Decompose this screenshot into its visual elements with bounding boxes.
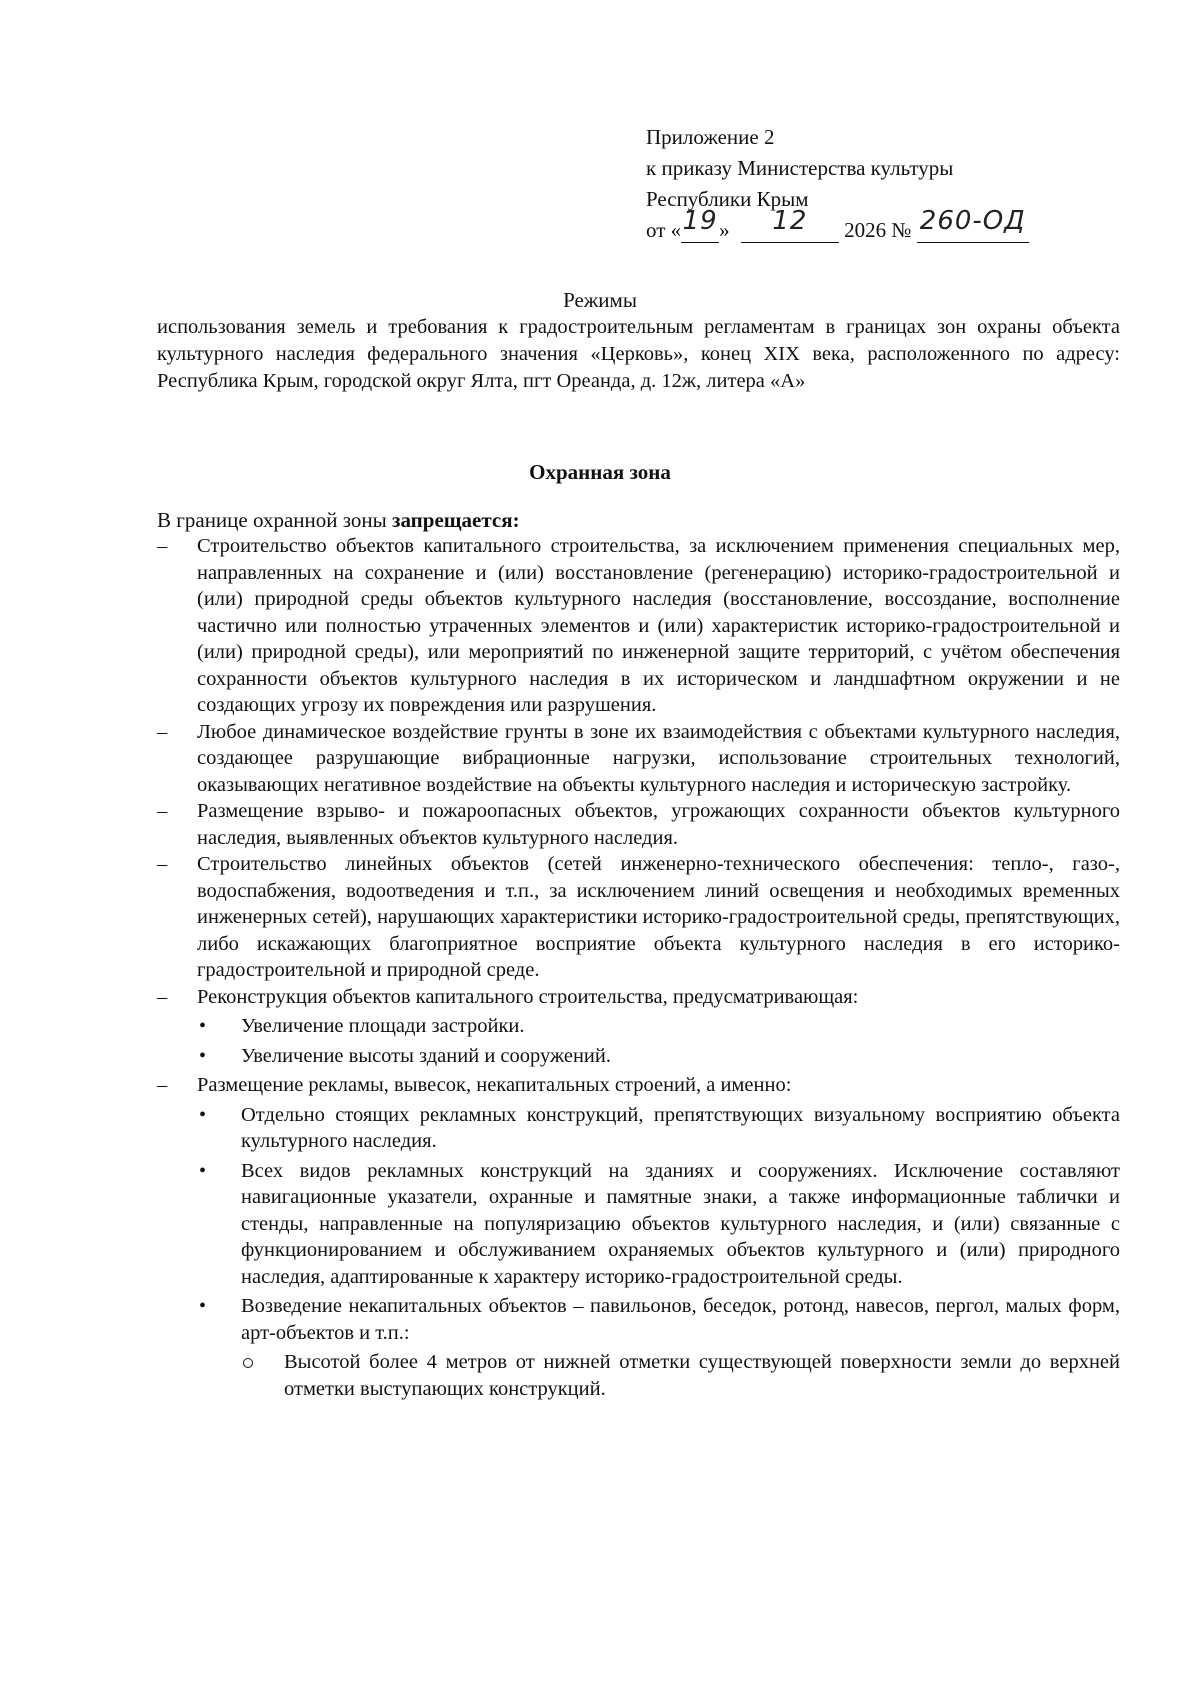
sub-item-text: Увеличение высоты зданий и сооружений. xyxy=(241,1044,612,1067)
dash-marker: – xyxy=(157,985,168,1008)
sub-item-text: Всех видов рекламных конструкций на зданиях и сооружениях. Исключение составляют навигационные указатели, охранные и памятные знаки, а также информационные таблички и стенды, направленные на популяризацию объектов культурного наследия, и (или) связанные с функционированием и обслуживанием охраняемых объектов культурного и (или) природного наследия, адаптированные к характеру историко-градостроительной среды. xyxy=(241,1159,1120,1288)
sub-item xyxy=(157,1102,1120,1155)
day-handwritten: 19 xyxy=(682,206,718,236)
list-item xyxy=(157,798,1120,851)
list-item-text: Размещение взрыво- и пожароопасных объектов, угрожающих сохранности объектов культурного наследия, выявленных объектов культурного наследия. xyxy=(197,800,1120,849)
year-number-label: 2026 № xyxy=(844,218,912,242)
sub-sub-item-text: Высотой более 4 метров от нижней отметки существующей поверхности земли до верхней отметки выступающих конструкций. xyxy=(284,1351,1120,1400)
dash-marker: – xyxy=(157,535,168,557)
bullet-marker: • xyxy=(199,1103,207,1126)
dash-marker: – xyxy=(157,720,168,743)
list-item xyxy=(157,851,1120,984)
dash-marker: – xyxy=(157,800,168,822)
month-handwritten: 12 xyxy=(772,206,808,236)
date-line xyxy=(646,206,1106,246)
month-field xyxy=(741,206,839,243)
list-item xyxy=(157,1072,1120,1099)
bullet-marker: • xyxy=(199,1295,207,1317)
bullet-marker: • xyxy=(199,1015,207,1037)
dash-marker: – xyxy=(157,853,168,875)
day-field xyxy=(681,206,719,243)
sub-item xyxy=(157,1293,1120,1346)
prohibitions-list xyxy=(157,533,1120,1402)
dash-marker: – xyxy=(157,1074,168,1096)
intro-text: В границе охранной зоны xyxy=(157,508,393,532)
section-heading: Охранная зона xyxy=(529,460,671,484)
intro-bold: запрещается: xyxy=(392,508,520,532)
section-intro xyxy=(157,508,520,533)
date-prefix: от « xyxy=(646,218,682,242)
number-handwritten: 260-ОД xyxy=(919,206,1026,236)
appendix-line: Приложение 2 xyxy=(646,125,775,149)
document-subtitle: использования земель и требования к градостроительным регламентам в границах зон охраны объекта культурного наследия федерального значения «Церковь», конец XIX века, расположенного по адресу: Республика Крым, городской округ Ялта, пгт Ореанда, д. 12ж, литера «А» xyxy=(157,316,1120,392)
list-item-text: Строительство линейных объектов (сетей инженерно-технического обеспечения: тепло-, газо-, водоспабжения, водоотведения и т.п., за исключением линий освещения и необходимых временных инженерных сетей), нарушающих характеристики историко-градостроительной среды, препятствующих, либо искажающих благоприятное восприятие объекта культурного наследия в его историко-градостроительной и природной среде. xyxy=(197,853,1120,981)
order-line: к приказу Министерства культуры xyxy=(646,156,954,180)
list-item xyxy=(157,984,1120,1011)
bullet-marker: • xyxy=(199,1044,207,1067)
sub-item xyxy=(157,1043,1120,1070)
appendix-header xyxy=(646,122,1106,246)
list-item xyxy=(157,533,1120,719)
document-title: Режимы xyxy=(563,288,637,312)
list-item-text: Любое динамическое воздействие грунты в зоне их взаимодействия с объектами культурного наследия, создающее разрушающие вибрационные нагрузки, использование строительных технологий, оказывающих негативное воздействие на объекты культурного наследия и историческую застройку. xyxy=(197,720,1120,796)
list-item-text: Реконструкция объектов капитального строительства, предусматривающая: xyxy=(197,985,859,1008)
list-item xyxy=(157,719,1120,799)
sub-item xyxy=(157,1013,1120,1040)
sub-item-text: Увеличение площади застройки. xyxy=(241,1015,525,1037)
republic-line: Республики Крым xyxy=(646,187,809,211)
sub-item-text: Возведение некапитальных объектов – павильонов, беседок, ротонд, навесов, пергол, малых форм, арт-объектов и т.п.: xyxy=(241,1295,1120,1344)
bullet-marker: • xyxy=(199,1159,207,1182)
circle-bullet-icon xyxy=(243,1358,253,1368)
date-mid: » xyxy=(719,218,730,242)
number-field xyxy=(917,206,1029,243)
sub-item-text: Отдельно стоящих рекламных конструкций, препятствующих визуальному восприятию объекта культурного наследия. xyxy=(241,1103,1120,1152)
list-item-text: Размещение рекламы, вывесок, некапитальных строений, а именно: xyxy=(197,1074,792,1096)
list-item-text: Строительство объектов капитального строительства, за исключением применения специальных мер, направленных на сохранение и (или) восстановление (регенерацию) историко-градостроительной и (или) природной среды объектов культурного наследия (восстановление, воссоздание, восполнение частично или полностью утраченных элементов и (или) характеристик историко-градостроительной и (или) природной среды), или мероприятий по инженерной защите территорий, с учётом обеспечения сохранности объектов культурного наследия в их историческом и ландшафтном окружении и не создающих угрозу их повреждения или разрушения. xyxy=(197,535,1120,716)
sub-item xyxy=(157,1158,1120,1291)
sub-sub-item xyxy=(157,1349,1120,1402)
